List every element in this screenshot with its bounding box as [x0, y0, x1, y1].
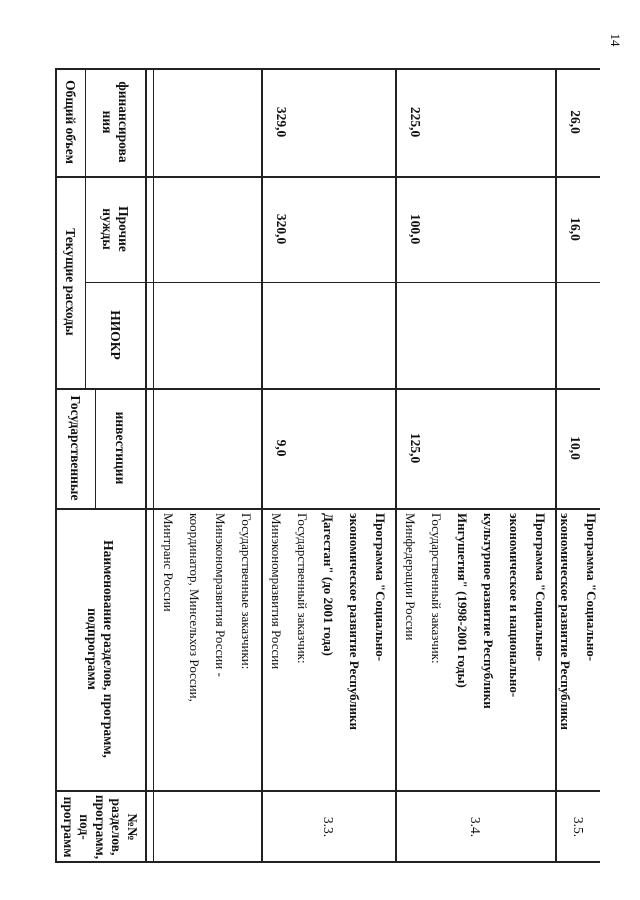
row-number-3-5: 3.5.	[570, 816, 586, 837]
total-3-4: 225,0	[408, 106, 423, 138]
total-3-5: 26,0	[568, 110, 583, 134]
col-line-current	[55, 388, 600, 390]
row-name-customers: Государственные заказчики: Минэкономразвития России - координатор, Минсельхоз России, Минтранс России	[161, 513, 254, 702]
header-name-column: Наименование разделов, программ, подпрограмм	[85, 540, 116, 758]
header-number-column: №№ разделов, программ, под- программ	[61, 794, 140, 859]
col-line-niokr	[85, 282, 600, 283]
header-total-sub: финансирова ния	[100, 81, 131, 163]
page-number: 14	[608, 33, 623, 47]
row-number-3-3: 3.3.	[321, 816, 336, 837]
other-needs-3-4: 100,0	[408, 213, 423, 245]
header-niokr: НИОКР	[108, 310, 123, 360]
row-line-3	[555, 68, 557, 863]
header-gov-invest-sub: инвестиции	[113, 411, 128, 485]
col-line-name	[55, 790, 600, 792]
table-border-right	[55, 68, 600, 70]
total-header-divider	[85, 68, 86, 176]
header-bottom-line	[145, 68, 147, 863]
table-border-top	[55, 68, 57, 863]
gov-invest-3-3: 9,0	[274, 439, 289, 457]
header-current-expenses: Текущие расходы	[63, 228, 78, 336]
rotated-table	[55, 68, 600, 863]
other-needs-3-5: 16,0	[568, 217, 583, 241]
row-name-3-3: Программа "Социально- экономическое развитие Республики Дагестан" (до 2001 года) Государственный заказчик: Минэкономразвития России	[269, 513, 388, 730]
header-gov-invest-top: Государственные	[68, 395, 83, 501]
row-line-2	[395, 68, 397, 863]
header-total-top: Общий объем	[63, 80, 78, 164]
col-line-gov	[55, 508, 600, 510]
total-3-3: 329,0	[274, 106, 289, 138]
gov-invest-3-5: 10,0	[568, 436, 583, 460]
row-number-3-4: 3.4.	[468, 816, 483, 837]
gov-header-divider	[95, 388, 96, 508]
header-other-needs: Прочие нужды	[100, 206, 131, 252]
row-line-1	[261, 68, 263, 863]
row-name-3-5: Программа "Социально- экономическое развитие Республики	[557, 513, 599, 730]
other-needs-3-3: 320,0	[274, 213, 289, 245]
col-line-total	[55, 176, 600, 178]
header-double-line	[153, 68, 154, 863]
gov-invest-3-4: 125,0	[408, 432, 423, 464]
row-name-3-4: Программа "Социально- экономическое и национально- культурное развитие Республики Ингушетия" (1998-2001 годы) Государственный заказчик: Минфедерации России	[403, 513, 548, 709]
table-border-left	[55, 861, 600, 863]
